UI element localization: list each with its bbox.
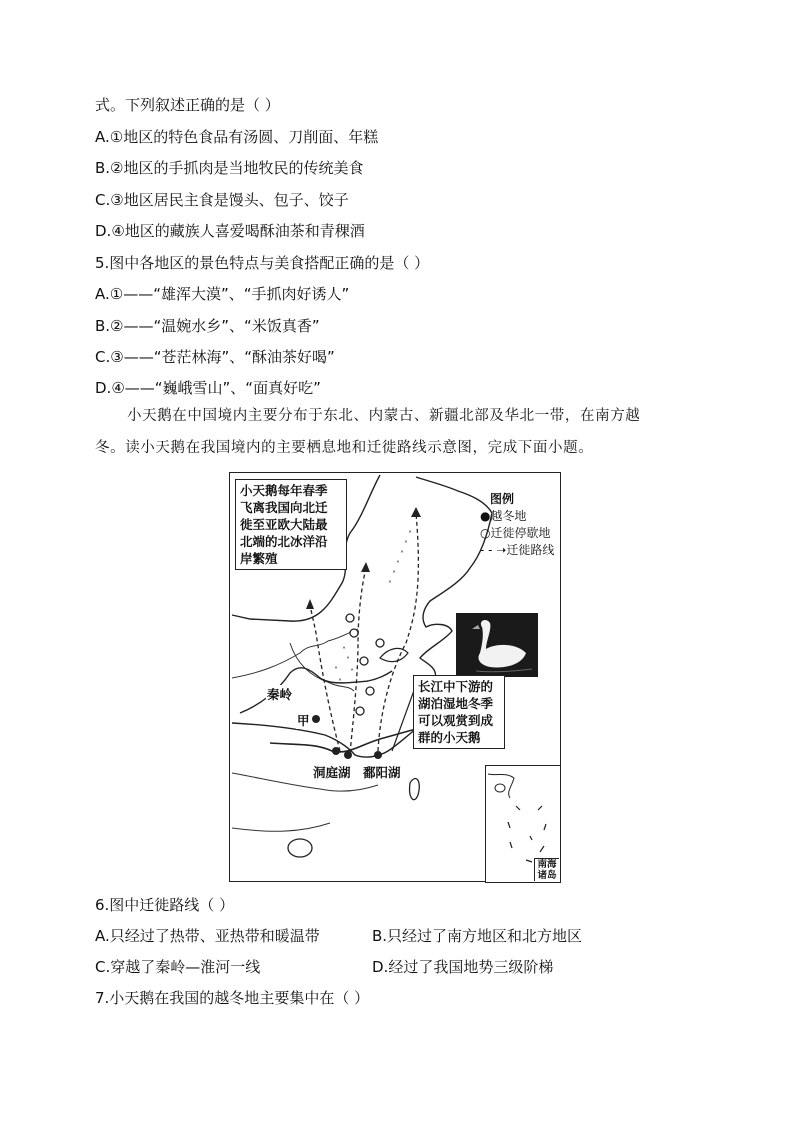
svg-text:˄: ˄ (388, 580, 392, 589)
callout-north-line-1: 小天鹅每年春季 (240, 483, 328, 498)
q4-option-d: D.④地区的藏族人喜爱喝酥油茶和青稞酒 (95, 222, 365, 240)
label-jia: 甲 (297, 713, 310, 728)
label-dongting-lake: 洞庭湖 (313, 765, 351, 780)
q6-option-c: C.穿越了秦岭—淮河一线 (95, 958, 261, 976)
callout-north-line-4: 北端的北冰洋沿 (240, 534, 328, 549)
callout-north-line-3: 徙至亚欧大陆最 (240, 517, 328, 532)
q6-option-d: D.经过了我国地势三级阶梯 (372, 958, 554, 976)
inset-label: 南海诸岛 (534, 858, 559, 881)
callout-south-line-2: 湖泊湿地冬季 (418, 696, 494, 711)
q5-option-b: B.②——“温婉水乡”、“米饭真香” (95, 317, 320, 335)
callout-south-wintering (413, 675, 505, 749)
q4-option-a: A.①地区的特色食品有汤圆、刀削面、年糕 (95, 128, 379, 146)
q4-option-b: B.②地区的手抓肉是当地牧民的传统美食 (95, 159, 364, 177)
svg-text:˄: ˄ (342, 646, 346, 655)
callout-south-line-3: 可以观赏到成 (418, 713, 494, 728)
hollow-dot-icon: ○ (480, 526, 491, 540)
svg-text:˄: ˄ (350, 668, 354, 677)
q5-option-c: C.③——“苍茫林海”、“酥油茶好喝” (95, 348, 335, 366)
svg-text:˄: ˄ (400, 550, 404, 559)
q5-option-a: A.①——“雄浑大漠”、“手抓肉好诱人” (95, 285, 350, 303)
svg-text:˄: ˄ (396, 560, 400, 569)
q5-option-d: D.④——“巍峨雪山”、“面真好吃” (95, 379, 321, 397)
label-poyang-lake: 鄱阳湖 (363, 765, 401, 780)
legend-title: 图例 (490, 492, 515, 506)
svg-text:˄: ˄ (346, 656, 350, 665)
svg-text:˄: ˄ (334, 666, 338, 675)
q6-option-b: B.只经过了南方地区和北方地区 (372, 927, 583, 945)
q4-stem-tail: 式。下列叙述正确的是（ ） (95, 96, 280, 114)
dashed-arrow-icon: - - ➝ (480, 543, 507, 557)
q6-option-a: A.只经过了热带、亚热带和暖温带 (95, 927, 320, 945)
callout-north-migration (235, 479, 347, 570)
q6-stem: 6.图中迁徙路线（ ） (95, 896, 235, 914)
south-china-sea-inset (485, 765, 561, 883)
legend-item-route: - - ➝迁徙路线 (480, 543, 555, 557)
q4-option-c: C.③地区居民主食是馒头、包子、饺子 (95, 191, 349, 209)
passage-line-1: 小天鹅在中国境内主要分布于东北、内蒙古、新疆北部及华北一带，在南方越 (127, 408, 641, 424)
passage-line-2: 冬。读小天鹅在我国境内的主要栖息地和迁徙路线示意图，完成下面小题。 (95, 440, 594, 456)
callout-south-line-1: 长江中下游的 (418, 679, 494, 694)
svg-text:˄: ˄ (392, 570, 396, 579)
svg-text:˄: ˄ (404, 540, 408, 549)
swan-icon (456, 613, 538, 677)
q7-stem: 7.小天鹅在我国的越冬地主要集中在（ ） (95, 989, 370, 1007)
svg-text:˄: ˄ (408, 530, 412, 539)
legend-item-stopover: ○迁徙停歇地 (480, 526, 551, 540)
callout-north-line-2: 飞离我国向北迁 (240, 500, 328, 515)
map-legend (480, 491, 554, 559)
filled-dot-icon: ● (480, 509, 491, 523)
callout-north-line-5: 岸繁殖 (240, 551, 278, 566)
swan-migration-map (229, 472, 561, 882)
swan-photo (456, 613, 538, 677)
label-qinling: 秦岭 (267, 687, 293, 702)
q5-stem: 5.图中各地区的景色特点与美食搭配正确的是（ ） (95, 254, 430, 272)
svg-text:˄: ˄ (338, 678, 342, 687)
callout-south-line-4: 群的小天鹅 (418, 730, 481, 745)
legend-item-wintering: ●越冬地 (480, 509, 527, 523)
